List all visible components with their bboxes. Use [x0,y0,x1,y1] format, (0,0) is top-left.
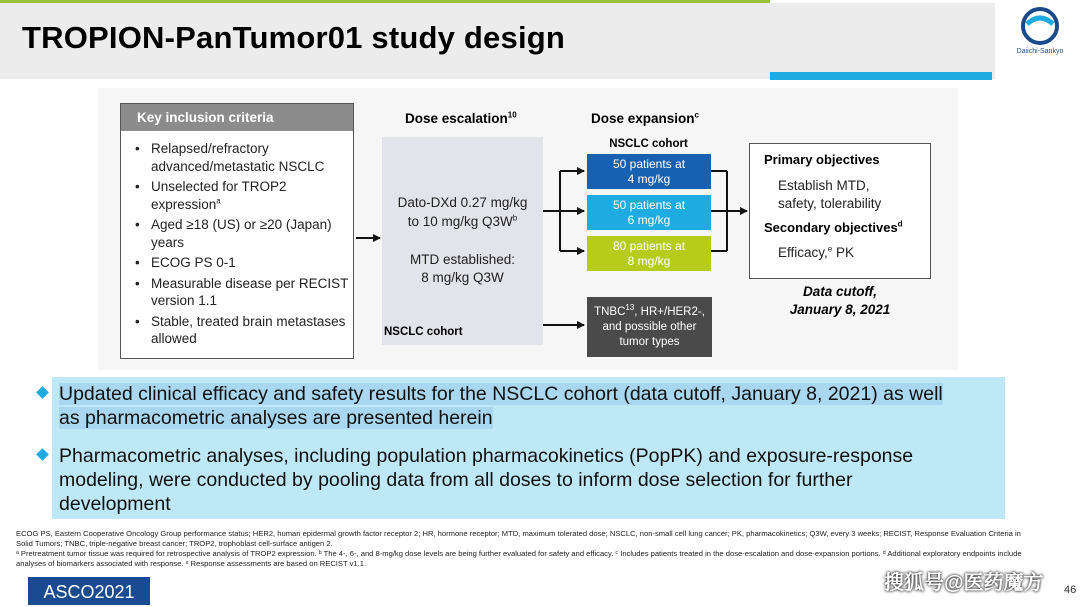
primary-objectives-text: Establish MTD, safety, tolerability [778,178,882,211]
list-item: • ECOG PS 0-1 [135,254,349,272]
summary-bullet-panel [52,377,1005,519]
escalation-dose-text: Dato-DXd 0.27 mg/kg to 10 mg/kg $Q3W^b$ [397,195,528,229]
list-item: • Aged ≥18 (US) or ≥20 (Japan) years [135,216,349,251]
dose-escalation-title: Dose escalation$^{10}$ [405,110,517,126]
footnote-abbreviations: ECOG PS, Eastern Cooperative Oncology Group performance status; HER2, human epidermal growth factor receptor 2; HR, hormone receptor; MTD, maximum tolerated dose; NSCLC, non-small cell lung cancer; PK, pharmacokinetics; Q3W, every 3 weeks; RECIST, Response Evaluation Criteria in Solid Tumors; TNBC, triple-negative breast cancer; TROP2, trophoblast cell-surface antigen 2. [16,529,1021,548]
escalation-mtd-text: MTD established: 8 mg/kg Q3W [409,252,516,285]
logo-text: Daiichi-Sankyo [1016,48,1064,55]
cohort-box-6mg: 50 patients at 6 mg/kg [587,195,711,230]
other-tumor-types-box: TNBC$^{13}$, HR+/HER2-, and possible other tumor types [587,297,712,357]
cohort-box-8mg: 80 patients at 8 mg/kg [587,236,711,271]
data-cutoff: Data cutoff, January 8, 2021 [789,284,891,317]
summary-bullet: Pharmacometric analyses, including population pharmacokinetics (PopPK) and exposure-response modeling, were conducted by pooling data from all doses to inform dose selection for further development [59,445,914,515]
primary-objectives-heading: Primary objectives [764,152,880,167]
watermark: 搜狐号@医药魔方 [884,572,1044,594]
footnote-notes: ᵃ Pretreatment tumor tissue was required for retrospective analysis of TROP2 expression. ᵇ The 4-, 6-, and 8-mg/kg dose levels are being further evaluated for safety and efficacy. ᶜ Includes patients treated in the dose-escalation and dose-expansion portions. ᵈ Additional exploratory endpoints include analyses of biomarkers associated with response. ᵉ Response assessments are based on RECIST v1.1. [16,549,1022,568]
expansion-cohort-label: NSCLC cohort [609,138,688,150]
list-item: • Relapsed/refractory advanced/metastatic NSCLC [135,140,349,175]
secondary-objectives-text: Efficacy,$^e$ PK [778,244,854,260]
cohort-box-4mg: 50 patients at 4 mg/kg [587,154,711,189]
escalation-cohort-label: NSCLC cohort [384,326,463,338]
list-item: • Unselected for TROP2 expression$^a$ [135,178,349,213]
summary-bullet: Updated clinical efficacy and safety results for the NSCLC cohort (data cutoff, January 8, 2021) as well as pharmacometric analyses are presented herein [59,383,943,429]
list-item: • Stable, treated brain metastases allowed [135,313,349,348]
page-number: 46 [1064,584,1077,596]
slide-title: TROPION-PanTumor01 study design [22,20,566,55]
dose-expansion-title: Dose expansion$^c$ [591,110,699,126]
list-item: • Measurable disease per RECIST version 1.1 [135,275,349,310]
secondary-objectives-heading: Secondary objectives$^d$ [764,219,903,235]
conference-badge: ASCO2021 [28,577,150,605]
inclusion-criteria-heading: Key inclusion criteria [121,104,353,131]
